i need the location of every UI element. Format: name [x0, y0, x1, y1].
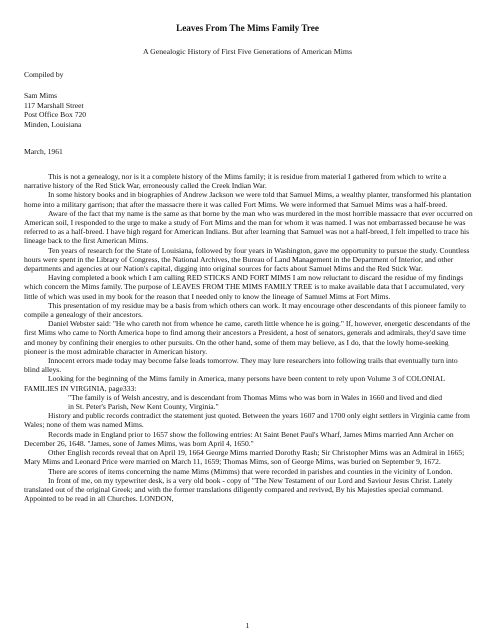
body-paragraph: Having completed a book which I am calling RED STICKS AND FORT MIMS I am now reluctant to discard the residue of my findings which concern the Mims family. The purpose of LEAVES FROM THE MIMS FAMILY TREE is to make available data that I accumulated, very little of which was used in my book for the reason that I needed only to know the lineage of Samuel Mims at Fort Mims.: [24, 273, 465, 301]
page-number: 1: [245, 621, 250, 630]
compiler-address: [24, 91, 474, 129]
document-date: March, 1961: [24, 147, 63, 156]
document-subtitle: A Genealogic History of First Five Generations of American Mims: [143, 47, 352, 56]
address-line: 117 Marshall Street: [24, 100, 84, 110]
body-paragraph: Ten years of research for the State of Louisiana, followed by four years in Washington, gave me opportunity to pursue the study. Countless hours were spent in the Library of Congress, the National Archives, the Bureau of Land Management in the Department of Interior, and other departments and agencies at our Nation's capital, digging into original sources for facts about Samuel Mims and the Red Stick War.: [24, 245, 470, 274]
body-paragraph: Records made in England prior to 1657 show the following entries: At Saint Benet Paul's Wharf, James Mims married Ann Archer on December 26, 1648. "James, sone of James Mims, was born April 4, 1650.": [24, 429, 454, 448]
body-paragraph: Aware of the fact that my name is the same as that borne by the man who was murdered in the most horrible massacre that ever occurred on American soil, I responded to the urge to make a study of Fort Mims and the man for whom it was named. I was not embarrassed because he was referred to as a half-breed. I have high regard for American Indians. But after learning that Samuel was not a half-breed, I felt impelled to trace his lineage back to the first American Mims.: [24, 208, 473, 246]
body-paragraph: Innocent errors made today may become false leads tomorrow. They may lure researchers into following trails that eventually turn into blind alleys.: [24, 356, 458, 375]
document-title: Leaves From The Mims Family Tree: [176, 23, 319, 33]
body-paragraph: Looking for the beginning of the Mims family in America, many persons have been content to rely upon Volume 3 of COLONIAL FAMILIES IN VIRGINIA, page333:: [24, 374, 445, 393]
body-paragraph: History and public records contradict the statement just quoted. Between the years 1607 and 1700 only eight settlers in Virginia came from Wales; none of them was named Mims.: [24, 411, 470, 430]
document-body: [24, 172, 473, 503]
body-paragraph: Daniel Webster said: "He who careth not from whence he came, careth little whence he is going." If, however, energetic descendants of the first Mims who came to North America hope to find among their ancestors a President, a host of senators, generals and admirals, they'd save time and money by confining their energies to other pursuits. On the other hand, some of them may believe, as I do, that the lowly home-seeking pioneer is the most admirable character in American history.: [24, 319, 471, 356]
body-paragraph: In some history books and in biographies of Andrew Jackson we were told that Samuel Mims, a wealthy planter, transformed his plantation home into a military garrison; that after the massacre there it was called Fort Mims. We were informed that Samuel Mims was a half-breed.: [24, 190, 472, 209]
address-line: Post Office Box 720: [24, 110, 87, 120]
body-paragraph: In front of me, on my typewriter desk, is a very old book - copy of "The New Testament of our Lord and Saviour Jesus Christ. Lately translated out of the original Greek; and with the former translations diligently compared and revived, By his Majesties special command. Appointed to be read in all Churches. LONDON,: [24, 475, 453, 504]
address-line: Minden, Louisiana: [24, 119, 82, 129]
body-paragraph: There are scores of items concerning the name Mims (Mimms) that were recorded in parishes and counties in the vicinity of London.: [48, 466, 453, 476]
body-paragraph: This is not a genealogy, nor is it a complete history of the Mims family; it is residue from material I gathered from which to write a narrative history of the Red Stick War, erroneously called the Creek Indian War.: [24, 172, 447, 191]
compiled-by-label: Compiled by: [24, 70, 64, 79]
block-quote: "The family is of Welsh ancestry, and is descendant from Thomas Mims who was born in Wales in 1660 and lived and died in St. Peter's Parish, New Kent County, Virginia.": [68, 392, 443, 412]
address-line: Sam Mims: [24, 91, 58, 100]
body-paragraph: Other English records reveal that on April 19, 1664 George Mims married Dorothy Rash; Sir Christopher Mims was an Admiral in 1665; Mary Mims and Leonard Price were married on March 11, 1659; Thomas Mims, son of George Mims, was buried on September 9, 1672.: [24, 448, 465, 467]
body-paragraph: This presentation of my residue may be a basis from which others can work. It may encourage other descendants of this pioneer family to compile a genealogy of their ancestors.: [24, 300, 466, 320]
